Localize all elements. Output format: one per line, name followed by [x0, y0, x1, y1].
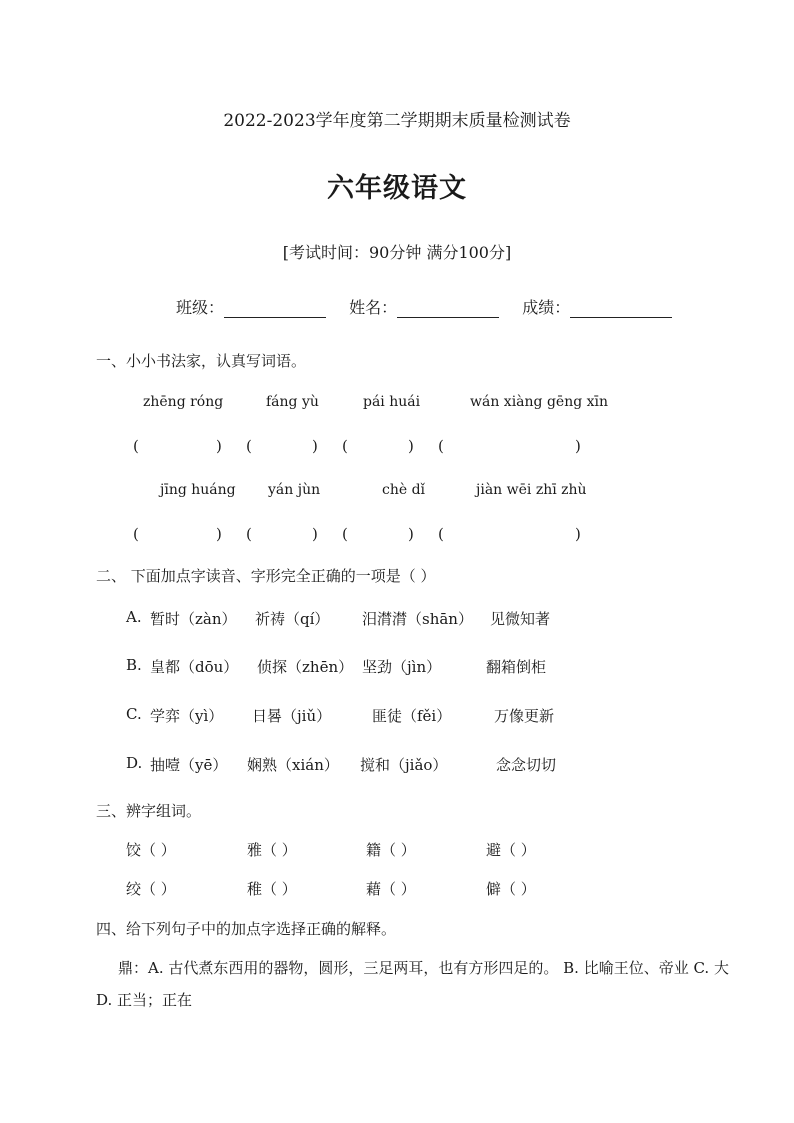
subject-title: 六年级语文 [327, 173, 467, 204]
pinyin-3: pái huái [363, 394, 421, 410]
paren-close: ) [216, 437, 222, 455]
paren-open: ( [133, 437, 139, 455]
pinyin-2: fáng yù [266, 394, 319, 410]
paren-close: ) [312, 437, 318, 455]
option-item: 匪徒（fěi） [372, 707, 452, 725]
char-group: 藉（ ） [366, 880, 416, 898]
paren-open: ( [438, 437, 444, 455]
pinyin-6: yán jùn [268, 482, 321, 498]
paren-open: ( [342, 525, 348, 543]
student-info-line [176, 295, 690, 318]
option-item: 皇都（dōu） [150, 658, 239, 676]
option-item: 学弈（yì） [150, 707, 224, 725]
option-item: 侦探（zhēn） [257, 658, 354, 676]
pinyin-8: jiàn wēi zhī zhù [476, 482, 587, 498]
pinyin-4: wán xiàng gēng xīn [470, 394, 609, 410]
paren-close: ) [575, 437, 581, 455]
option-item: 日晷（jiǔ） [252, 707, 332, 725]
definition-paragraph: 鼎：A. 古代煮东西用的器物，圆形，三足两耳，也有方形四足的。 B. 比喻王位、帝业 C. 大 D. 正当；正在 [96, 959, 729, 1009]
char-group: 僻（ ） [486, 880, 536, 898]
option-item: 搅和（jiǎo） [360, 756, 448, 774]
option-item: 万像更新 [494, 707, 555, 725]
pinyin-5: jīng huáng [160, 482, 236, 498]
paren-open: ( [342, 437, 348, 455]
paren-close: ) [408, 437, 414, 455]
option-item: 翻箱倒柜 [486, 658, 547, 676]
section3-heading: 三、辨字组词。 [96, 802, 202, 820]
option-letter: D. [126, 754, 143, 772]
paren-close: ) [216, 525, 222, 543]
paren-close: ) [312, 525, 318, 543]
option-letter: C. [126, 705, 142, 723]
option-item: 汨潸潸（shān） [362, 610, 473, 628]
section2-heading: 二、 下面加点字读音、字形完全正确的一项是（ ） [96, 567, 436, 585]
paren-open: ( [246, 525, 252, 543]
option-item: 娴熟（xián） [247, 756, 339, 774]
option-item: 坚劲（jìn） [362, 658, 442, 676]
char-group: 稚（ ） [247, 880, 297, 898]
section1-heading: 一、小小书法家，认真写词语。 [96, 352, 307, 370]
pinyin-7: chè dǐ [382, 482, 426, 498]
name-blank[interactable] [397, 299, 499, 318]
paren-close: ) [575, 525, 581, 543]
exam-title: 2022-2023学年度第二学期期末质量检测试卷 [223, 111, 571, 131]
char-group: 绞（ ） [126, 880, 176, 898]
paren-open: ( [438, 525, 444, 543]
option-item: 暂时（zàn） [150, 610, 237, 628]
paren-close: ) [408, 525, 414, 543]
option-letter: A. [126, 608, 142, 626]
name-label: 姓名： [349, 298, 398, 317]
class-blank[interactable] [224, 299, 326, 318]
option-item: 祈祷（qí） [255, 610, 330, 628]
option-item: 念念切切 [496, 756, 557, 774]
score-label: 成绩： [522, 298, 571, 317]
class-label: 班级： [176, 298, 225, 317]
pinyin-1: zhēng róng [143, 394, 224, 410]
char-group: 避（ ） [486, 841, 536, 859]
char-group: 雅（ ） [247, 841, 297, 859]
score-blank[interactable] [570, 299, 672, 318]
paren-open: ( [133, 525, 139, 543]
option-item: 抽噎（yē） [150, 756, 228, 774]
char-group: 籍（ ） [366, 841, 416, 859]
section4-heading: 四、给下列句子中的加点字选择正确的解释。 [96, 920, 397, 938]
option-letter: B. [126, 656, 142, 674]
char-group: 饺（ ） [126, 841, 176, 859]
option-item: 见微知著 [490, 610, 551, 628]
exam-info: [考试时间：90分钟 满分100分] [282, 243, 512, 262]
paren-open: ( [246, 437, 252, 455]
